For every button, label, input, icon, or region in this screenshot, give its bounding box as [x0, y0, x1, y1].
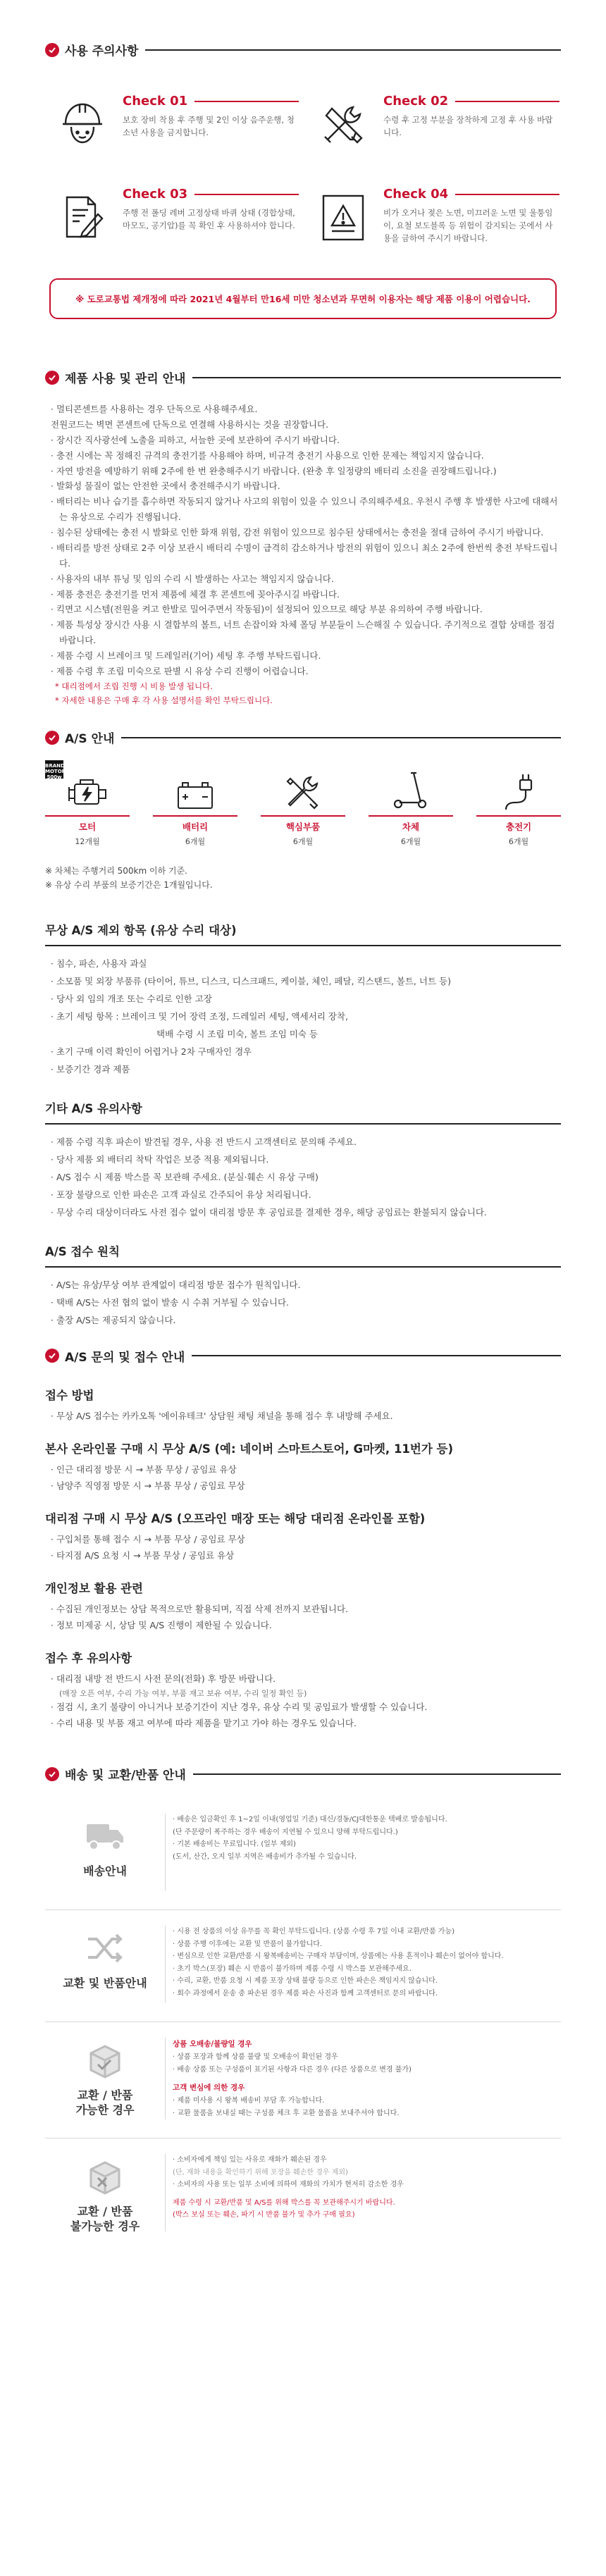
usage-item: · 사용자의 내부 튜닝 및 임의 수리 시 발생하는 사고는 책임지지 않습니다.	[51, 573, 334, 584]
check-02-desc: 수령 후 고정 부분을 장착하게 고정 후 사용 바랍니다.	[383, 115, 553, 137]
check-04	[313, 187, 559, 247]
inquiry-item-text: · 정보 미제공 시, 상담 및 A/S 진행이 제한될 수 있습니다.	[51, 1619, 272, 1630]
as-item-charger	[476, 762, 561, 847]
delivery-line: · 시용 전 상품의 이상 유무를 꼭 확인 부탁드립니다. (상품 수령 후 7일 이내 교환/반품 가능)	[173, 1928, 455, 1936]
as-core-parts-period: 6개월	[292, 837, 314, 846]
check-03-title: Check 03	[123, 187, 299, 202]
spacer	[173, 2076, 561, 2081]
as-notes	[0, 847, 606, 893]
inquiry-list	[0, 1462, 606, 1494]
as-battery-period: 6개월	[185, 837, 206, 846]
as-charger-period: 6개월	[508, 837, 529, 846]
inquiry-list	[0, 1671, 606, 1731]
delivery-row	[45, 1798, 561, 1910]
check-01	[52, 94, 299, 154]
inquiry-item	[51, 1532, 561, 1548]
usage-item: · 제품 충전은 충전기를 먼저 제품에 체결 후 콘센트에 꽂아주시길 바랍니다.	[51, 588, 340, 600]
delivery-row-label-cell	[45, 2154, 165, 2234]
as-item-core-parts	[261, 762, 345, 847]
other-as-list	[0, 1133, 606, 1221]
as-note-distance: ※ 차체는 주행거리 500km 이하 기준.	[45, 866, 187, 876]
paid-repair-list	[0, 955, 606, 1078]
inquiry-content	[0, 1386, 606, 1732]
delivery-line: · 상품 주행 이후에는 교환 및 반품이 불가합니다.	[173, 1940, 323, 1948]
check-03	[52, 187, 299, 247]
as-item-frame	[369, 762, 453, 847]
delivery-line: · 초기 박스(포장) 훼손 시 반품이 불가하며 제품 수령 시 박스를 보관해주세요.	[173, 1964, 412, 1973]
list-item: · A/S 접수 시 제품 박스를 꼭 보관해 주세요. (분실·훼손 시 유상 구매)	[51, 1171, 319, 1182]
delivery-row-label-cell	[45, 1814, 165, 1879]
box-x-icon	[82, 2154, 128, 2199]
inquiry-item	[51, 1548, 561, 1564]
truck-icon	[82, 1814, 128, 1859]
list-item: · 소모품 및 외장 부품류 (타이어, 튜브, 디스크, 디스크패드, 케이블, 체인, 페달, 킥스탠드, 볼트, 너트 등)	[51, 975, 451, 986]
list-item: · 제품 수령 직후 파손이 발견될 경우, 사용 전 반드시 고객센터로 문의해 주세요.	[51, 1136, 357, 1147]
inquiry-item-text: · 대리점 내방 전 반드시 사전 문의(전화) 후 방문 바랍니다.	[51, 1673, 276, 1685]
list-item: · 초기 세팅 항목 : 브레이크 및 기어 장력 조정, 드레일러 세팅, 액세서리 장착,	[51, 1010, 348, 1022]
title-rule	[45, 1123, 561, 1125]
check-circle-icon	[45, 731, 59, 745]
delivery-line: · 소비자에게 책임 있는 사유로 재화가 훼손된 경우	[173, 2156, 327, 2165]
inquiry-heading: 개인정보 활용 관련	[45, 1582, 144, 1596]
title-rule	[192, 377, 561, 378]
inquiry-item	[51, 1699, 561, 1716]
delivery-row	[45, 2022, 561, 2138]
age-notice-box: ※ 도로교통법 제개정에 따라 2021년 4월부터 만16세 미만 청소년과 무면허 이용자는 해당 제품 이용이 어렵습니다.	[49, 278, 557, 319]
title-rule	[145, 49, 561, 51]
delivery-line: (박스 보실 또는 훼손, 파기 시 반품 불가 및 추가 구매 필요)	[173, 2211, 355, 2219]
title-rule	[45, 1266, 561, 1268]
check-04-desc: 비가 오거나 젖은 노면, 미끄러운 노면 및 울퉁임이, 요철 보도블록 등 위험이 감지되는 곳에서 사용을 금하여 주시기 바랍니다.	[383, 208, 553, 243]
usage-list	[0, 402, 606, 707]
charger-icon	[499, 762, 538, 811]
check-01-title: Check 01	[123, 94, 299, 109]
usage-item: · 충전 시에는 꼭 정해진 규격의 충전기를 사용해야 하며, 비규격 충전기 사용으로 인한 문제는 책임지지 않습니다.	[51, 450, 484, 461]
usage-section-title: 제품 사용 및 관리 안내	[0, 369, 606, 386]
check-grid	[0, 87, 606, 247]
inquiry-list	[0, 1408, 606, 1425]
caution-section-title: 사용 주의사항	[0, 41, 606, 58]
inquiry-list	[0, 1602, 606, 1633]
product-detail-page	[0, 41, 606, 2281]
as-warranty-row	[0, 762, 606, 847]
inquiry-item	[51, 1602, 561, 1618]
delivery-row-details	[165, 1814, 561, 1891]
usage-item: 전원코드는 벽면 콘센트에 단독으로 연결해 사용하시는 것을 권장합니다.	[51, 419, 329, 430]
delivery-row-label: 배송안내	[83, 1864, 127, 1878]
list-item: · A/S는 유상/무상 여부 관계없이 대리점 방문 접수가 원칙입니다.	[51, 1279, 301, 1290]
usage-item: · 장시간 직사광선에 노출을 피하고, 서늘한 곳에 보관하여 주시기 바랍니다.	[51, 434, 340, 445]
delivery-line: · 교환 물품을 보내실 때는 구성품 체크 후 교환 물품을 보내주셔야 합니다.	[173, 2109, 400, 2117]
delivery-line: (도서, 산간, 오지 일부 지역은 배송비가 추가될 수 있습니다.	[173, 1852, 357, 1861]
title-rule	[192, 1355, 561, 1356]
inquiry-item	[51, 1716, 561, 1732]
delivery-subheading: 고객 변심에 의한 경우	[173, 2083, 245, 2093]
delivery-row-label: 교환 / 반품 불가능한 경우	[70, 2205, 140, 2233]
inquiry-item-text: · 구입처를 통해 접수 시 → 부품 무상 / 공임료 무상	[51, 1534, 245, 1545]
as-motor-label: 모터	[45, 815, 130, 833]
usage-item: · 배터리는 비나 습기를 흡수하면 작동되지 않거나 사고의 위험이 있을 수 있으니 주의해주세요. 우천시 주행 후 발생한 사고에 대해서는 유상으로 수리가 진행됩니다.	[51, 496, 558, 523]
delivery-line: (단, 재화 내용을 확인하기 위해 포장을 훼손한 경우 제외)	[173, 2168, 348, 2176]
delivery-line: 제품 수령 시 교환/반품 및 A/S를 위해 박스를 꼭 보관해주시기 바랍니다.	[173, 2198, 395, 2207]
title-rule	[45, 945, 561, 946]
delivery-line: · 상품 포장과 함께 상품 불량 및 오배송이 확인된 경우	[173, 2053, 338, 2062]
motor-badge: BRAND MOTOR 500w	[45, 760, 63, 779]
as-item-motor	[45, 762, 130, 847]
inquiry-item-text: · 무상 A/S 접수는 카카오톡 '에이유테크' 상담원 채팅 채널을 통해 접수 후 내방해 주세요.	[51, 1410, 393, 1421]
check-circle-icon	[45, 1349, 59, 1363]
inquiry-item-text: · 남양주 직영점 방문 시 → 부품 무상 / 공임료 무상	[51, 1480, 245, 1491]
list-item: · 포장 불량으로 인한 파손은 고객 과실로 간주되어 유상 처리됩니다.	[51, 1189, 311, 1200]
usage-item: · 침수된 상태에는 충전 시 발화로 인한 화재 위험, 감전 위험이 있으므로 침수된 상태에서는 충전을 절대 금하여 주시기 바랍니다.	[51, 527, 544, 538]
list-item: · 초기 구매 이력 확인이 어렵거나 2차 구매자인 경우	[51, 1046, 252, 1057]
as-item-battery	[153, 762, 237, 847]
title-rule	[193, 1773, 561, 1775]
check-04-title: Check 04	[383, 187, 559, 202]
as-motor-period: 12개월	[75, 837, 100, 846]
paid-repair-title: 무상 A/S 제외 항목 (유상 수리 대상)	[45, 923, 237, 937]
check-02	[313, 94, 559, 154]
inquiry-item	[51, 1408, 561, 1425]
spacer	[173, 2191, 561, 2197]
check-03-desc: 주행 전 폴딩 레버 고정상태 바퀴 상태 (경합상태, 마모도, 공기압)를 꼭 확인 후 사용하셔야 합니다.	[123, 208, 295, 230]
delivery-row-label: 교환 / 반품 가능한 경우	[75, 2088, 135, 2117]
delivery-line: · 소비자의 사용 또는 일부 소비에 의하여 재화의 가치가 현저히 감소한 경우	[173, 2181, 404, 2189]
inquiry-heading: 본사 온라인몰 구매 시 무상 A/S (예: 네이버 스마트스토어, G마켓, 11번가 등)	[45, 1442, 454, 1456]
as-frame-label: 차체	[369, 815, 453, 833]
as-core-parts-label: 핵심부품	[261, 815, 345, 833]
as-note-paid-warranty: ※ 유상 수리 부품의 보증기간은 1개월입니다.	[45, 880, 213, 891]
usage-item: * 자세한 내용은 구매 후 각 사용 설명서를 확인 부탁드립니다.	[55, 695, 273, 705]
inquiry-item	[51, 1618, 561, 1634]
delivery-line: · 배송은 입금확인 후 1~2일 이내(영업일 기준) 대신/경동/CJ대한통운 택배로 발송됩니다.	[173, 1816, 447, 1824]
as-charger-label: 충전기	[476, 815, 561, 833]
list-item: · 택배 A/S는 사전 협의 없이 발송 시 수취 거부될 수 있습니다.	[51, 1296, 290, 1308]
delivery-row	[45, 1910, 561, 2022]
as-frame-period: 6개월	[400, 837, 421, 846]
delivery-row-label-cell	[45, 2038, 165, 2118]
inquiry-heading: 접수 후 유의사항	[45, 1652, 132, 1666]
helmet-icon	[52, 94, 113, 154]
delivery-line: · 제품 미사용 시 왕복 배송비 부담 후 가능합니다.	[173, 2097, 325, 2105]
check-circle-icon	[45, 371, 59, 385]
check-02-title: Check 02	[383, 94, 559, 109]
inquiry-heading: 대리점 구매 시 무상 A/S (오프라인 매장 또는 해당 대리점 온라인몰 포함)	[45, 1512, 426, 1526]
usage-item: · 멀티콘센트를 사용하는 경우 단독으로 사용해주세요.	[51, 404, 258, 414]
usage-item: · 킥면고 시스템(전원을 켜고 한발로 밀어주면서 작동됨)이 설정되어 있으므로 해당 부분 유의하여 주행 바랍니다.	[51, 604, 483, 615]
inquiry-item	[51, 1462, 561, 1478]
usage-item: · 자연 방전을 예방하기 위해 2주에 한 번 완충해주시기 바랍니다. (완충 후 일정량의 배터리 소진을 권장해드립니다.)	[51, 465, 497, 476]
delivery-row-details	[165, 2154, 561, 2231]
list-item: · 출장 A/S는 제공되지 않습니다.	[51, 1314, 176, 1325]
delivery-line: · 회수 과정에서 운송 중 파손된 경우 제품 파손 사진과 함께 고객센터로 문의 바랍니다.	[173, 1989, 438, 1998]
usage-item: * 대리점에서 조립 진행 시 비용 발생 됩니다.	[55, 681, 213, 691]
inquiry-item-text: · 점검 시, 초기 불량이 아니거나 보증기간이 지난 경우, 유상 수리 및 공임료가 발생할 수 있습니다.	[51, 1702, 428, 1713]
inquiry-item-text: · 인근 대리점 방문 시 → 부품 무상 / 공임료 유상	[51, 1464, 237, 1475]
inquiry-item-text: · 수집된 개인정보는 상담 목적으로만 활용되며, 직접 삭제 전까지 보관됩니다.	[51, 1604, 349, 1615]
delivery-row	[45, 2138, 561, 2253]
wrench-cross-icon	[283, 762, 323, 811]
delivery-row-details	[165, 1926, 561, 2003]
list-item: · 보증기간 경과 제품	[51, 1063, 130, 1075]
list-item: 택배 수령 시 조립 미숙, 볼트 조임 미숙 등	[156, 1028, 318, 1039]
delivery-row-label-cell	[45, 1926, 165, 1991]
list-item: · 무상 수리 대상이더라도 사전 접수 없이 대리점 방문 후 공임료를 결제한 경우, 해당 공임료는 환불되지 않습니다.	[51, 1206, 487, 1218]
check-circle-icon	[45, 43, 59, 57]
inquiry-section-title: A/S 문의 및 접수 안내	[0, 1347, 606, 1365]
usage-item: · 제품 수령 후 조립 미숙으로 판별 시 유상 수리 진행이 어렵습니다.	[51, 665, 309, 676]
as-battery-label: 배터리	[153, 815, 237, 833]
delivery-section-title: 배송 및 교환/반품 안내	[0, 1765, 606, 1783]
inquiry-item-text: · 타지점 A/S 요청 시 → 부품 무상 / 공임료 유상	[51, 1549, 235, 1561]
shuffle-icon	[82, 1926, 128, 1971]
usage-item: · 제품 특성상 장시간 사용 시 결합부의 볼트, 너트 손잡이와 차체 폴딩 부분들이 느슨해질 수 있습니다. 주기적으로 결합 상태를 점검 바랍니다.	[51, 619, 555, 646]
other-as-title: 기타 A/S 유의사항	[45, 1101, 142, 1115]
list-item: · 당사 외 임의 개조 또는 수리로 인한 고장	[51, 993, 212, 1004]
battery-icon	[174, 762, 216, 811]
delivery-line: (단 주문량이 폭주하는 경우 배송이 지연될 수 있으니 양해 부탁드립니다.)	[173, 1828, 398, 1836]
as-principle-list	[0, 1276, 606, 1329]
as-principle-title: A/S 접수 원칙	[45, 1244, 120, 1258]
inquiry-item-text: · 수리 내용 및 부품 재고 여부에 따라 제품을 맡기고 가야 하는 경우도 있습니다.	[51, 1717, 357, 1728]
as-section-title: A/S 안내	[0, 729, 606, 746]
inquiry-heading: 접수 방법	[45, 1388, 94, 1402]
motor-icon	[45, 762, 130, 811]
delivery-row-details	[165, 2038, 561, 2119]
delivery-line: · 기본 배송비는 무료입니다. (일부 제외)	[173, 1840, 296, 1849]
tools-icon	[313, 94, 373, 154]
delivery-row-label: 교환 및 반품안내	[63, 1976, 147, 1990]
box-check-icon	[82, 2038, 128, 2083]
usage-item: · 배터리를 방전 상태로 2주 이상 보관시 배터리 수명이 급격히 감소하거나 방전의 위험이 있으니 최소 2주에 한번씩 충전 부탁드립니다.	[51, 542, 558, 569]
scooter-icon	[390, 762, 432, 811]
check-circle-icon	[45, 1767, 59, 1781]
title-rule	[121, 737, 561, 738]
usage-item: · 발화성 물질이 없는 안전한 곳에서 충전해주시기 바랍니다.	[51, 481, 280, 492]
inquiry-item-note: (매장 오픈 여부, 수리 가능 여부, 부품 재고 보유 여부, 수리 일정 확인 등)	[59, 1688, 307, 1698]
check-01-desc: 보호 장비 착용 후 주행 및 2인 이상 음주운행, 청소년 사용을 금지합니다.	[123, 115, 295, 137]
delivery-line: · 배송 상품 또는 구성품이 표기된 사항과 다른 경우 (다른 상품으로 변경 불가)	[173, 2065, 412, 2074]
inquiry-list	[0, 1532, 606, 1563]
inquiry-item	[51, 1478, 561, 1494]
usage-item: · 제품 수령 시 브레이크 및 드레일러(기어) 세팅 후 주행 부탁드립니다.	[51, 650, 321, 661]
delivery-line: · 수리, 교환, 반품 요청 시 제품 포장 상태 불량 등으로 인한 파손은 책임지지 않습니다.	[173, 1977, 438, 1986]
delivery-subheading: 상품 오배송/불량일 경우	[173, 2040, 252, 2049]
inquiry-item	[51, 1671, 561, 1699]
list-item: · 당사 제품 외 배터리 착탁 작업은 보증 적용 제외됩니다.	[51, 1153, 269, 1165]
list-item: · 침수, 파손, 사용자 과실	[51, 958, 147, 969]
delivery-table	[0, 1798, 606, 2252]
warning-icon	[313, 187, 373, 247]
delivery-line: · 변심으로 인한 교환/반품 시 왕복배송비는 구매자 부담이며, 상품에는 사용 흔적이나 훼손이 없어야 합니다.	[173, 1952, 504, 1961]
document-pen-icon	[52, 187, 113, 247]
